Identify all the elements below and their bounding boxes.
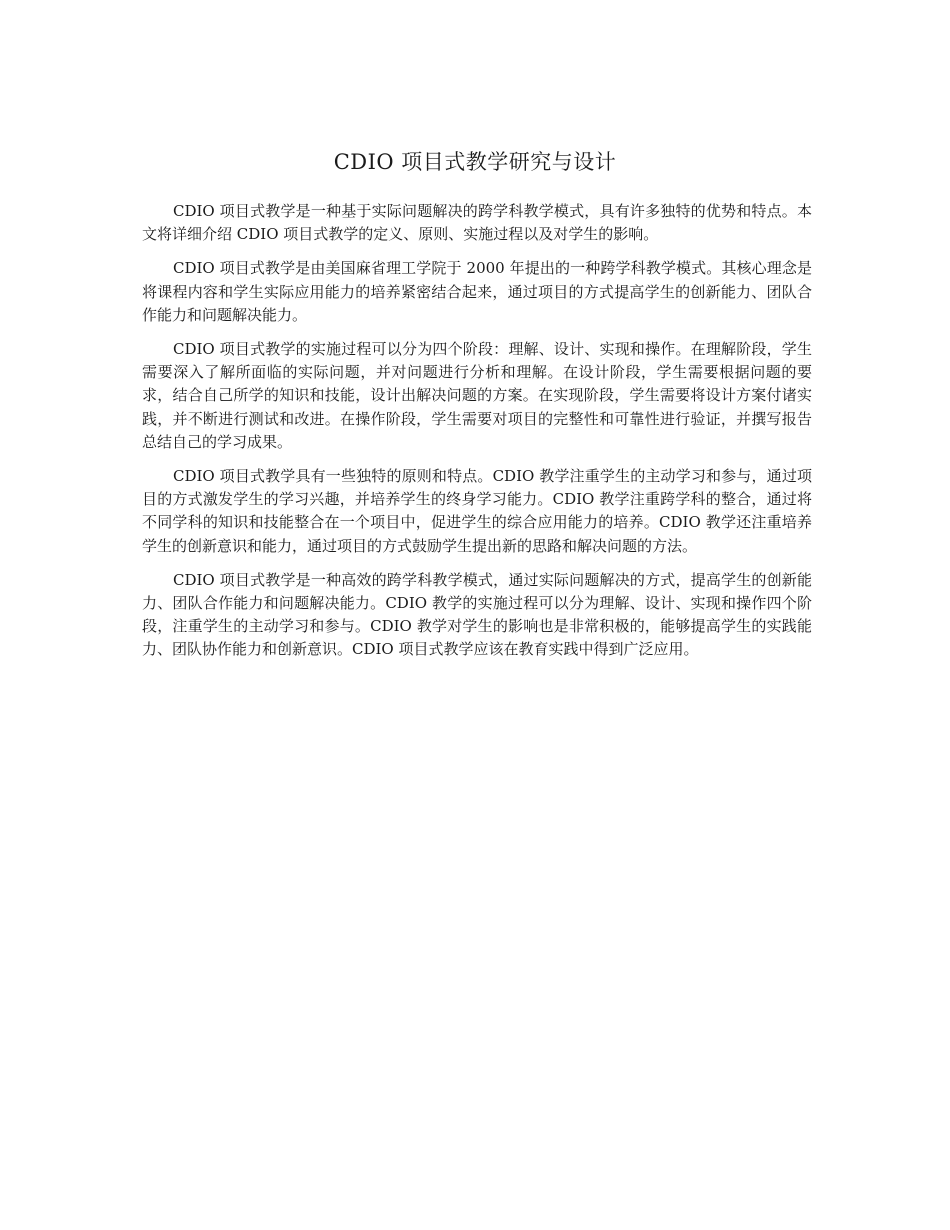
paragraph-conclusion: CDIO 项目式教学是一种高效的跨学科教学模式，通过实际问题解决的方式，提高学生的创新能力、团队合作能力和问题解决能力。CDIO 教学的实施过程可以分为理解、设计、实现和操作四个阶段，注重学生的主动学习和参与。CDIO 教学对学生的影响也是非常积极的，能够提高学生的实践能力、团队协作能力和创新意识。CDIO 项目式教学应该在教育实践中得到广泛应用。 (142, 570, 812, 659)
paragraph-principles: CDIO 项目式教学具有一些独特的原则和特点。CDIO 教学注重学生的主动学习和参与，通过项目的方式激发学生的学习兴趣，并培养学生的终身学习能力。CDIO 教学注重跨学科的整合，通过将不同学科的知识和技能整合在一个项目中，促进学生的综合应用能力的培养。CDIO 教学还注重培养学生的创新意识和能力，通过项目的方式鼓励学生提出新的思路和解决问题的方法。 (142, 467, 812, 555)
document-title: CDIO 项目式教学研究与设计 (333, 150, 617, 174)
paragraph-definition: CDIO 项目式教学是由美国麻省理工学院于 2000 年提出的一种跨学科教学模式。其核心理念是将课程内容和学生实际应用能力的培养紧密结合起来，通过项目的方式提高学生的创新能力、团队合作能力和问题解决能力。 (142, 259, 812, 324)
paragraph-process: CDIO 项目式教学的实施过程可以分为四个阶段：理解、设计、实现和操作。在理解阶段，学生需要深入了解所面临的实际问题，并对问题进行分析和理解。在设计阶段，学生需要根据问题的要求，结合自己所学的知识和技能，设计出解决问题的方案。在实现阶段，学生需要将设计方案付诸实践，并不断进行测试和改进。在操作阶段，学生需要对项目的完整性和可靠性进行验证，并撰写报告总结自己的学习成果。 (142, 340, 812, 451)
document-body (142, 200, 812, 673)
paragraph-intro: CDIO 项目式教学是一种基于实际问题解决的跨学科教学模式，具有许多独特的优势和特点。本文将详细介绍 CDIO 项目式教学的定义、原则、实施过程以及对学生的影响。 (142, 202, 812, 244)
